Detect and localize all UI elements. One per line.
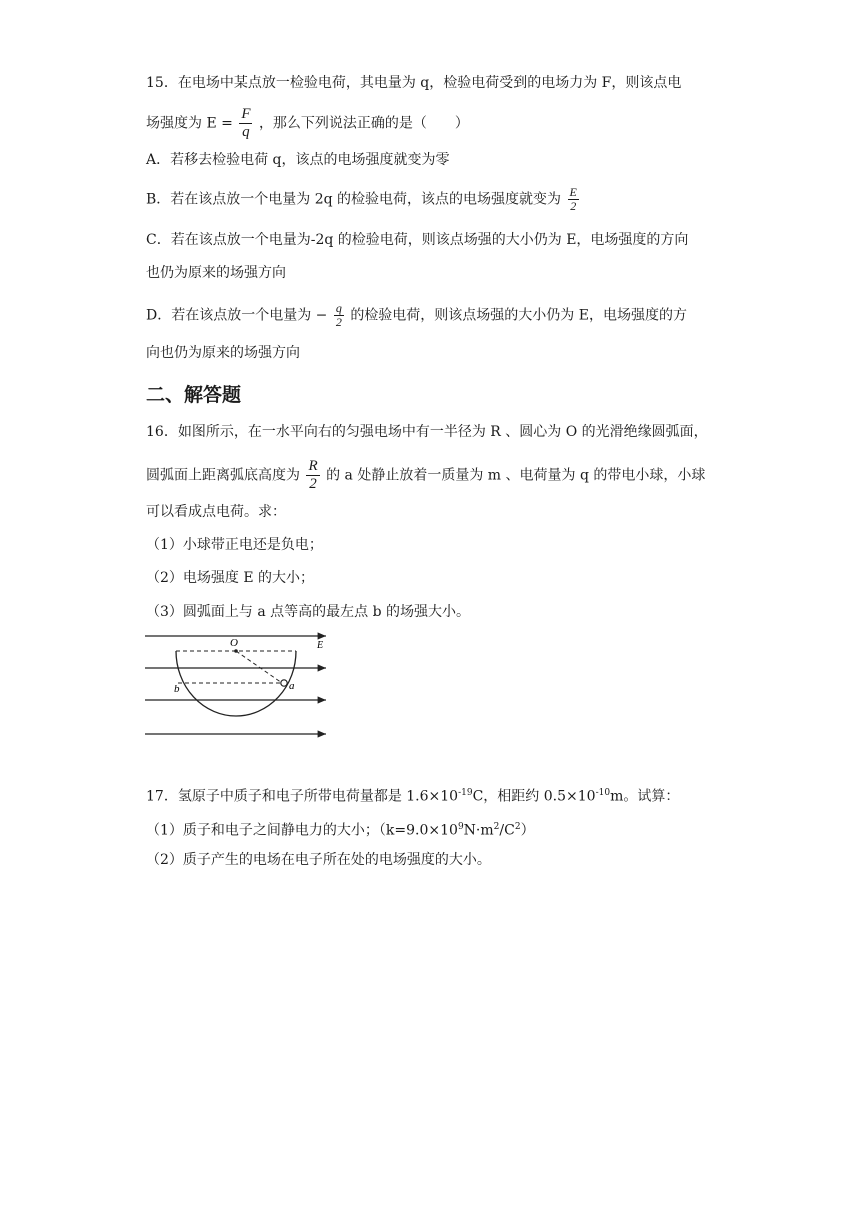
q15-option-a: A．若移去检验电荷 q，该点的电场强度就变为零 [146, 152, 450, 168]
q17-subquestion-1 [146, 817, 535, 841]
q17-sub1-exp: 9 [457, 822, 464, 832]
q15-option-b [146, 186, 581, 213]
q16-field-arc-figure [140, 628, 340, 743]
q17-stem-part2: C，相距约 0.5×10 [472, 788, 596, 805]
q17-sub1-exp3: 2 [514, 822, 521, 832]
fraction-denominator: 2 [309, 476, 317, 492]
q16-stem-line1: 16．如图所示，在一水平向右的匀强电场中有一半径为 R 、圆心为 O 的光滑绝缘圆弧面， [146, 424, 708, 440]
q15-fraction-f-over-q [239, 106, 252, 141]
q15-option-b-fraction [568, 186, 579, 213]
q15-stem-suffix: ，那么下列说法正确的是（ ） [258, 115, 469, 132]
fraction-numerator: q [335, 301, 342, 315]
q15-option-d-text: D．若在该点放一个电量为 − [146, 307, 328, 324]
q17-sub1-part4: ） [520, 822, 535, 839]
q16-subquestion-2: （2）电场强度 E 的大小； [146, 570, 315, 586]
q17-exponent-2: -10 [595, 788, 611, 798]
q16-stem-line2 [146, 458, 705, 493]
label-e: E [317, 640, 324, 651]
charged-ball [281, 680, 287, 686]
section-heading: 二、解答题 [146, 384, 242, 406]
fraction-numerator: F [241, 106, 251, 122]
q17-sub1-part1: （1）质子和电子之间静电力的大小；（k=9.0×10 [146, 822, 458, 839]
q16-stem-line2-prefix: 圆弧面上距离弧底高度为 [146, 467, 300, 484]
center-point-o [234, 649, 238, 653]
q17-stem [146, 783, 679, 807]
q15-option-d-suffix: 的检验电荷，则该点场强的大小仍为 E，电场强度的方 [350, 307, 687, 324]
q15-option-d-line2: 向也仍为原来的场强方向 [146, 345, 300, 361]
fraction-numerator: E [569, 185, 577, 199]
fraction-numerator: R [308, 458, 318, 474]
q15-option-c-line1: C．若在该点放一个电量为-2q 的检验电荷，则该点场强的大小仍为 E，电场强度的方向 [146, 232, 689, 248]
q16-subquestion-1: （1）小球带正电还是负电； [146, 537, 323, 553]
q17-subquestion-2: （2）质子产生的电场在电子所在处的电场强度的大小。 [146, 852, 491, 868]
q16-stem-line2-suffix: 的 a 处静止放着一质量为 m 、电荷量为 q 的带电小球，小球 [326, 467, 706, 484]
q17-sub1-exp2: 2 [493, 822, 500, 832]
q15-stem-line2 [146, 106, 469, 141]
q15-option-b-text: B．若在该点放一个电量为 2q 的检验电荷，该点的电场强度就变为 [146, 191, 562, 208]
q15-option-d-line1 [146, 302, 687, 329]
q17-stem-part1: 17．氢原子中质子和电子所带电荷量都是 1.6×10 [146, 788, 459, 805]
q15-stem-line1: 15．在电场中某点放一检验电荷，其电量为 q，检验电荷受到的电场力为 F，则该点电 [146, 75, 682, 91]
q17-stem-part3: m。试算： [610, 788, 680, 805]
q16-subquestion-3: （3）圆弧面上与 a 点等高的最左点 b 的场强大小。 [146, 604, 471, 620]
q15-option-d-fraction [334, 302, 344, 329]
q16-stem-line3: 可以看成点电荷。求： [146, 504, 286, 520]
label-a: a [289, 680, 295, 692]
fraction-denominator: q [242, 124, 250, 140]
q17-sub1-part2: N·m [463, 822, 494, 839]
q17-exponent-1: -19 [458, 788, 473, 798]
q17-sub1-part3: /C [499, 822, 515, 839]
label-b: b [174, 683, 180, 695]
dashed-radius-oa [236, 651, 282, 683]
fraction-denominator: 2 [570, 199, 577, 213]
q15-formula-prefix: 场强度为 E = [146, 115, 233, 132]
q16-fraction-r-over-2 [306, 458, 319, 493]
label-o: O [230, 637, 238, 649]
q15-option-c-line2: 也仍为原来的场强方向 [146, 265, 286, 281]
fraction-denominator: 2 [335, 315, 342, 329]
